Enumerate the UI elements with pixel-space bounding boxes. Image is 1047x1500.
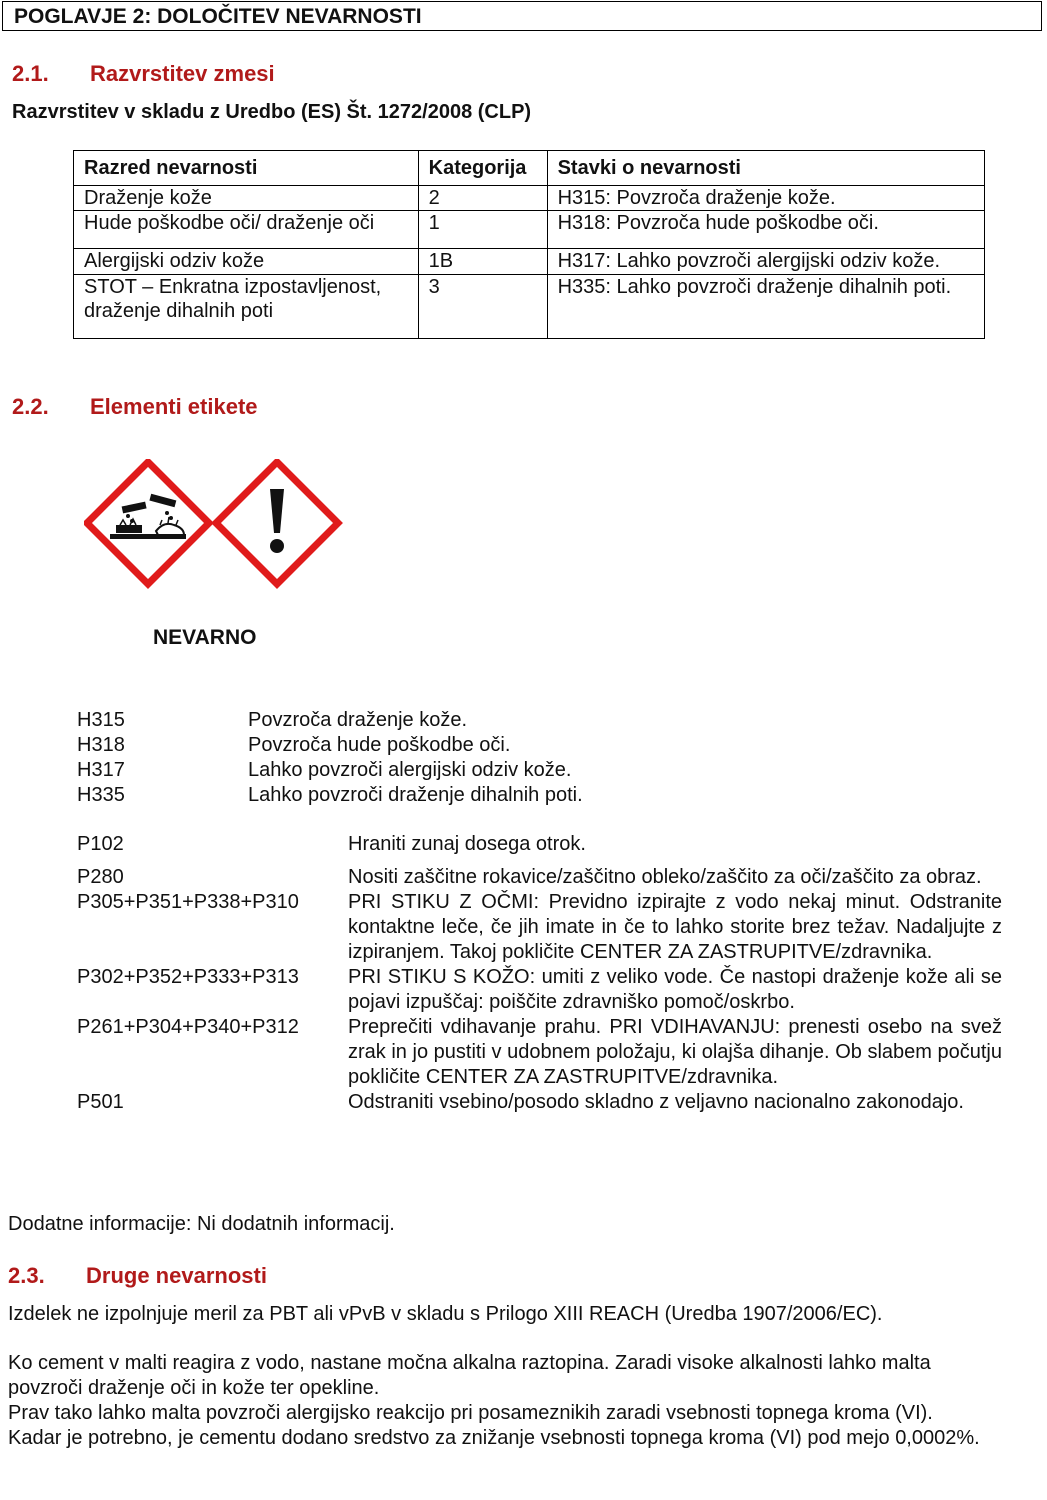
ghs-pictograms [84, 459, 346, 594]
section-2-2-heading [12, 394, 258, 420]
list-item [77, 890, 1002, 965]
statement-text: PRI STIKU S KOŽO: umiti z veliko vode. Če nastopi draženje kože ali se pojavi izpuščaj: poiščite zdravniško pomoč/oskrbo. [348, 966, 1002, 1013]
signal-word: NEVARNO [153, 626, 257, 649]
statement-code: P280 [77, 866, 124, 888]
section-number: 2.1. [12, 61, 49, 86]
cell-category: 1 [418, 211, 547, 249]
hazard-statements-list [77, 708, 583, 808]
statement-code: P102 [77, 833, 124, 855]
cell-category: 3 [418, 275, 547, 339]
paragraph: Prav tako lahko malta povzroči alergijsko reakcijo pri posameznikih zaradi vsebnosti topnega kroma (VI). [8, 1402, 933, 1424]
header-category: Kategorija [418, 151, 547, 186]
list-item [77, 965, 1002, 1015]
corrosion-pictogram-icon [87, 462, 209, 584]
statement-code: P261+P304+P340+P312 [77, 1016, 299, 1038]
cell-statement: H318: Povzroča hude poškodbe oči. [547, 211, 984, 249]
section-title: Elementi etikete [90, 394, 258, 419]
section-number: 2.2. [12, 394, 49, 419]
cell-category: 2 [418, 186, 547, 211]
section-2-1-heading [12, 61, 275, 87]
statement-text: Lahko povzroči draženje dihalnih poti. [248, 784, 583, 806]
exclamation-pictogram-icon [216, 462, 338, 584]
statement-code: H315 [77, 709, 125, 731]
statement-code: H318 [77, 734, 125, 756]
section-title: Druge nevarnosti [86, 1263, 267, 1288]
cell-statement: H335: Lahko povzroči draženje dihalnih poti. [547, 275, 984, 339]
chapter-title: POGLAVJE 2: DOLOČITEV NEVARNOSTI [2, 1, 1042, 31]
section-2-3-heading [8, 1263, 267, 1289]
header-hazard-statements: Stavki o nevarnosti [547, 151, 984, 186]
cell-statement: H315: Povzroča draženje kože. [547, 186, 984, 211]
statement-text: Povzroča draženje kože. [248, 709, 468, 731]
list-item [77, 832, 1002, 857]
statement-code: P501 [77, 1091, 124, 1113]
statement-text: Povzroča hude poškodbe oči. [248, 734, 511, 756]
other-hazards-text [8, 1351, 1008, 1451]
list-item [77, 733, 583, 758]
table-row [74, 186, 985, 211]
table-header-row [74, 151, 985, 186]
list-item [77, 865, 1002, 890]
precautionary-statements-list [77, 832, 1002, 1115]
cell-hazard-class: Draženje kože [74, 186, 419, 211]
statement-text: PRI STIKU Z OČMI: Previdno izpirajte z vodo nekaj minut. Odstranite kontaktne leče, če jih imate in če to lahko storite brez težav. Nadaljujte z izpiranjem. Takoj pokličite CENTER ZA ZASTRUPITVE/zdravnika. [348, 891, 1002, 963]
table-row [74, 211, 985, 249]
statement-text: Lahko povzroči alergijski odziv kože. [248, 759, 572, 781]
statement-code: P305+P351+P338+P310 [77, 891, 299, 913]
table-row [74, 275, 985, 339]
statement-code: H335 [77, 784, 125, 806]
statement-code: P302+P352+P333+P313 [77, 966, 299, 988]
cell-hazard-class: Hude poškodbe oči/ draženje oči [74, 211, 419, 249]
statement-text: Nositi zaščitne rokavice/zaščitno obleko/zaščito za oči/zaščito za obraz. [348, 866, 982, 888]
list-item [77, 758, 583, 783]
statement-text: Preprečiti vdihavanje prahu. PRI VDIHAVANJU: prenesti osebo na svež zrak in jo pustiti v udobnem položaju, ki olajša dihanje. Ob slabem počutju pokličite CENTER ZA ZASTRUPITVE/zdravnika. [348, 1016, 1002, 1088]
hazard-classification-table [73, 150, 985, 339]
classification-heading: Razvrstitev v skladu z Uredbo (ES) Št. 1272/2008 (CLP) [12, 101, 532, 123]
statement-code: H317 [77, 759, 125, 781]
list-item [77, 1015, 1002, 1090]
cell-hazard-class: STOT – Enkratna izpostavljenost, draženje dihalnih poti [74, 275, 419, 339]
statement-text: Hraniti zunaj dosega otrok. [348, 833, 586, 855]
list-item [77, 708, 583, 733]
statement-text: Odstraniti vsebino/posodo skladno z veljavno nacionalno zakonodajo. [348, 1091, 964, 1113]
paragraph: Ko cement v malti reagira z vodo, nastane močna alkalna raztopina. Zaradi visoke alkalnosti lahko malta povzroči draženje oči in kože ter opekline. [8, 1352, 931, 1399]
section-title: Razvrstitev zmesi [90, 61, 275, 86]
cell-category: 1B [418, 249, 547, 275]
cell-statement: H317: Lahko povzroči alergijski odziv kože. [547, 249, 984, 275]
section-number: 2.3. [8, 1263, 45, 1288]
header-hazard-class: Razred nevarnosti [74, 151, 419, 186]
additional-info: Dodatne informacije: Ni dodatnih informacij. [8, 1213, 395, 1235]
paragraph: Kadar je potrebno, je cementu dodano sredstvo za znižanje vsebnosti topnega kroma (VI) pod mejo 0,0002%. [8, 1427, 980, 1449]
table-row [74, 249, 985, 275]
list-item [77, 1090, 1002, 1115]
list-item [77, 783, 583, 808]
cell-hazard-class: Alergijski odziv kože [74, 249, 419, 275]
pbt-statement: Izdelek ne izpolnjuje meril za PBT ali vPvB v skladu s Prilogo XIII REACH (Uredba 1907/2006/EC). [8, 1303, 883, 1325]
